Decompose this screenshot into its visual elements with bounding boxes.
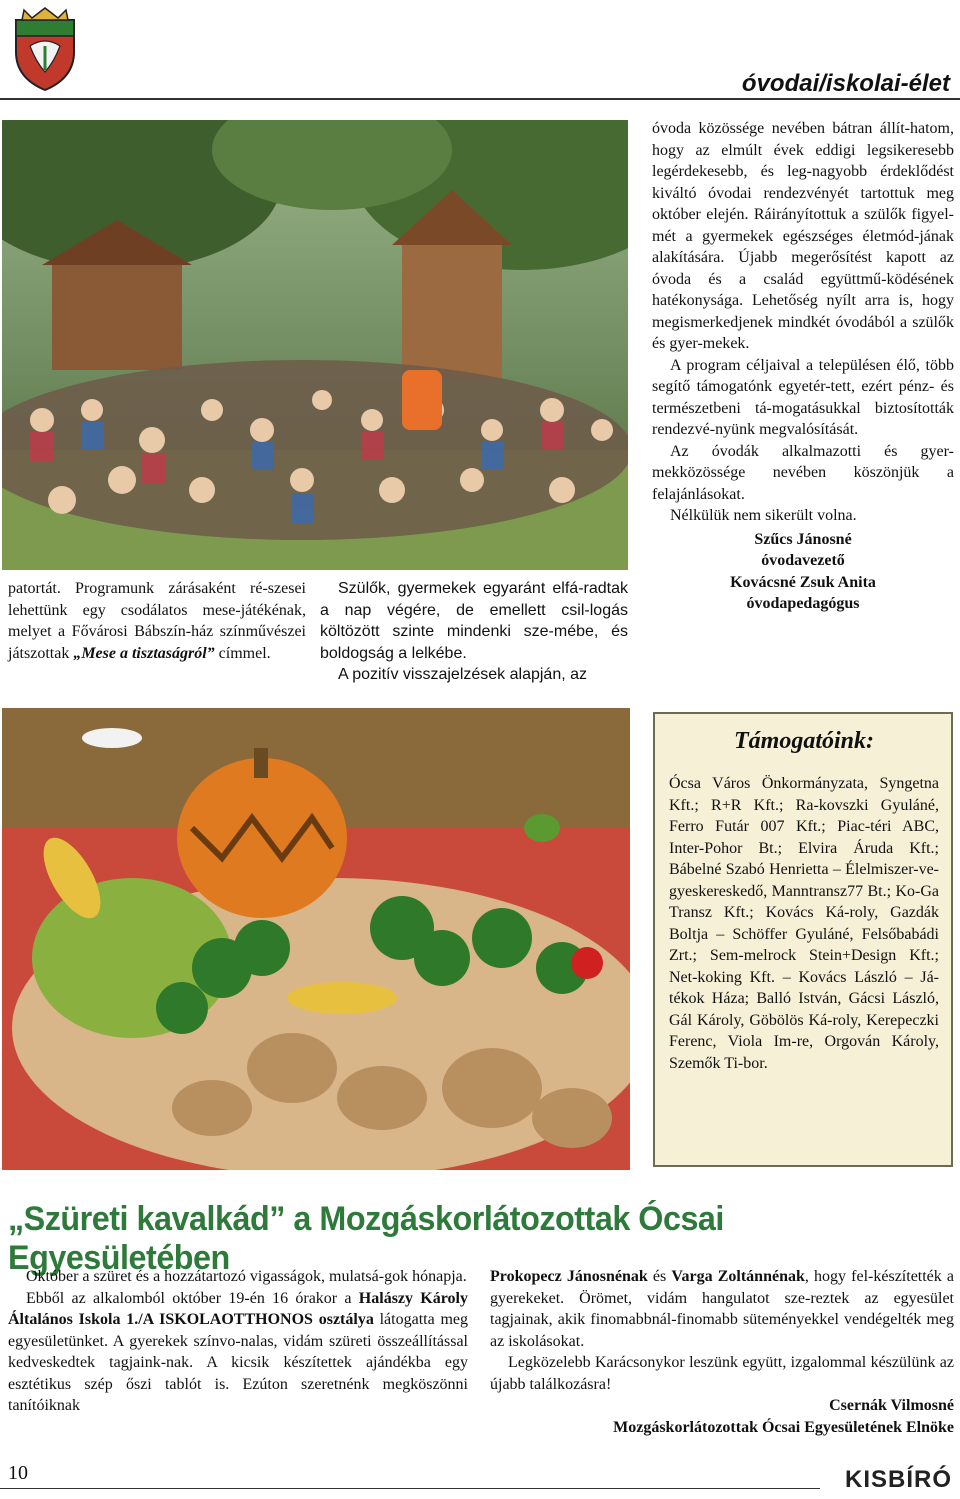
body-text: látogatta meg egyesületünket. A gyerekek színvo-nalas, vidám szüreti összeállítással kedveskedtek tagjaink-nak. A kicsik készítettek ajándékba egy esztétikus szép őszi tablót is. Ezúton szeretnénk megköszönni tanítóiknak [8, 1311, 469, 1414]
sponsors-box [653, 712, 953, 1167]
signature-role-1: óvodavezető [761, 552, 845, 569]
footer-rule [0, 1488, 820, 1489]
kisbiro-logo: KISBÍRÓ [844, 1466, 952, 1493]
emphasis-text: „Mese a tisztaságról” [73, 644, 215, 662]
town-crest-icon [10, 6, 80, 92]
article2-col2-paragraph2: Legközelebb Karácsonykor leszünk együtt, izgalommal készülünk az újabb találkozásra! [490, 1354, 954, 1393]
article2-headline: „Szüreti kavalkád” a Mozgáskorlátozottak Ócsai Egyesületében [8, 1200, 724, 1277]
article2-col2-paragraph1 [490, 1266, 954, 1352]
signature-name-1: Szűcs Jánosné [754, 530, 852, 548]
article2-col1-paragraph1: Október a szüret és a hozzátartozó vigasságok, mulatsá-gok hónapja. [26, 1268, 467, 1285]
body-text: , hogy fel-készítették a gyerekeket. Örömet, vidám hangulatot sze-reztek az egyesület tagjainak, akik finomabbnál-finomabb süteményekkel vendégelték meg az iskolásokat. [490, 1268, 955, 1350]
article2-signature-role: Mozgáskorlátozottak Ócsai Egyesületének Elnöke [613, 1418, 954, 1436]
emphasis-text: Prokopecz Jánosnénak [490, 1268, 648, 1285]
article1-col3-paragraph1: óvoda közössége nevében bátran állít-hatom, hogy az elmúlt évek eddigi legsikeresebb legérdekesebb, és leg-nagyobb érdeklődést kiváltó óvodai rendezvényét tartottuk meg október elején. Ráirányítottuk a szülők figyel-mét a gyermekek egészséges életmód-jának alakítására. Újabb megerősítést kapott az óvoda és a család együttmű-ködésének hatékonysága. Lehetőség nyílt arra is, hogy megismerkedjenek mindkét óvodából a szülők és gyer-mekek. [652, 120, 954, 352]
page-number: 10 [8, 1462, 28, 1484]
signature-name-2: Kovácsné Zsuk Anita [730, 573, 876, 591]
body-text: Ebből az alkalomból október 19-én 16 órakor a [26, 1289, 359, 1307]
body-text: patortát. Programunk zárásaként ré-szesei lehettünk egy csodálatos mese-játékénak, melyet a Fővárosi Bábszín-ház színművészei játszottak [8, 580, 306, 662]
section-title: óvodai/iskolai-élet [741, 70, 950, 97]
article1-col3-paragraph2: A program céljaival a településen élő, több segítő támogatónk egyetér-tett, ezért pénz- és természetbeni tá-mogatásukkal biztosították rendezvé-nyünk megvalósítását. [652, 356, 954, 438]
signature-role-2: óvodapedagógus [746, 595, 860, 612]
article1-column3 [652, 118, 954, 615]
article1-column2 [320, 578, 628, 686]
article1-col3-paragraph4: Nélkülük nem sikerült volna. [670, 507, 857, 524]
article1-col2-paragraph1: Szülők, gyermekek egyaránt elfá-radtak a nap végére, de emellett csil-logás költözött szinte mindenki sze-mébe, és boldogság a lelkébe. [320, 580, 628, 662]
children-audience-photo [2, 120, 628, 570]
article1-signature [652, 529, 954, 615]
article1-col3-paragraph3: Az óvodák alkalmazotti és gyer-mekközössége nevében köszönjük a felajánlásokat. [652, 442, 954, 503]
article2-column2 [490, 1266, 954, 1438]
emphasis-text: Varga Zoltánnénak [671, 1268, 805, 1285]
article2-col1-paragraph2 [8, 1288, 468, 1417]
article1-col1-paragraph [8, 578, 306, 664]
article1-column1 [8, 578, 306, 664]
body-text: és [647, 1268, 672, 1285]
article2-signature-name: Csernák Vilmosné [829, 1397, 954, 1414]
sponsors-list: Ócsa Város Önkormányzata, Syngetna Kft.; R+R Kft.; Ra-kovszki Gyuláné, Ferro Futár 007 Kft.; Piac-téri ABC, Inter-Pohor Bt.; Elvira Áruda Kft.; Bábelné Szabó Henrietta – Élelmiszer-ve-gyeskereskedő, Manntransz77 Bt.; Ko-Ga Transz Kft.; Kovács Ká-roly, Gazdák Boltja – Schöffer Gyuláné, Felsőbabádi Zrt.; Sem-melrock Stein+Design Kft.; Net-koking Kft. – Kovács László – Já-tékok Háza; Balló István, Gácsi László, Gál Károly, Göbölös Ká-roly, Kerepeczki Ferenc, Viola Im-re, Orgován Károly, Szemők Ti-bor. [669, 775, 939, 1072]
emphasis-text: Halászy Károly Általános Iskola 1./A ISKOLAOTTHONOS osztálya [8, 1289, 468, 1328]
article1-col2-paragraph2: A pozitív visszajelzések alapján, az [338, 666, 588, 683]
article2-column1 [8, 1266, 468, 1417]
harvest-display-photo [2, 708, 630, 1170]
header-rule [0, 98, 960, 100]
sponsors-title: Támogatóink: [733, 728, 874, 754]
body-text: címmel. [214, 644, 271, 662]
